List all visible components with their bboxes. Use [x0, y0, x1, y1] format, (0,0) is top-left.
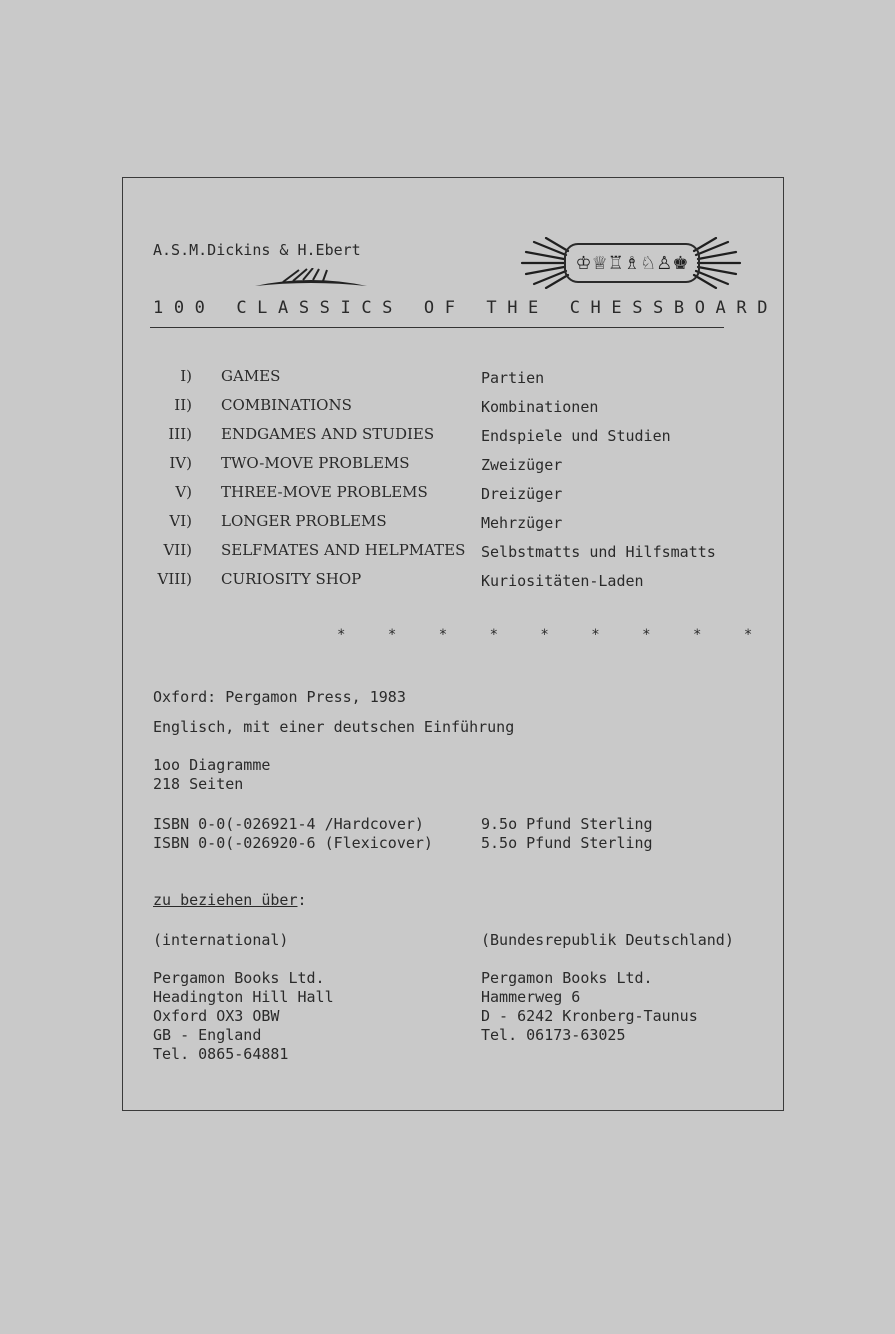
chess-pieces-icon: ♔♕♖♗♘♙♚: [575, 252, 689, 274]
chapter-title-german: Kuriositäten-Laden: [481, 572, 644, 590]
book-title: 100 CLASSICS OF THE CHESSBOARD: [153, 298, 779, 318]
germany-address-line: Tel. 06173-63025: [481, 1026, 626, 1044]
chapter-title-german: Partien: [481, 369, 545, 387]
diagrams-line: 1oo Diagramme: [153, 756, 271, 774]
chapter-title-german: Selbstmatts und Hilfsmatts: [481, 543, 716, 561]
chapter-title-english: GAMES: [221, 367, 281, 385]
logo-frame: [564, 243, 700, 283]
order-heading-colon: :: [297, 891, 307, 909]
chapter-title-english: COMBINATIONS: [221, 396, 352, 414]
international-address-line: Pergamon Books Ltd.: [153, 969, 325, 987]
germany-address-line: Hammerweg 6: [481, 988, 581, 1006]
order-heading-text: zu beziehen über: [153, 891, 298, 909]
chapter-number: II): [174, 396, 192, 414]
pages-line: 218 Seiten: [153, 775, 244, 793]
chapter-title-english: CURIOSITY SHOP: [221, 570, 362, 588]
language-line: Englisch, mit einer deutschen Einführung: [153, 718, 515, 736]
chapter-title-german: Dreizüger: [481, 485, 563, 503]
chapter-title-english: THREE-MOVE PROBLEMS: [221, 483, 428, 501]
international-address-line: Tel. 0865-64881: [153, 1045, 289, 1063]
isbn-hardcover: ISBN 0-0(-026921-4 /Hardcover): [153, 815, 424, 833]
chapter-title-german: Kombinationen: [481, 398, 599, 416]
germany-label: (Bundesrepublik Deutschland): [481, 931, 734, 949]
chapter-title-german: Mehrzüger: [481, 514, 563, 532]
chapter-title-english: SELFMATES AND HELPMATES: [221, 541, 466, 559]
chapter-title-english: LONGER PROBLEMS: [221, 512, 387, 530]
isbn-flexicover: ISBN 0-0(-026920-6 (Flexicover): [153, 834, 433, 852]
price-hardcover: 9.5o Pfund Sterling: [481, 815, 653, 833]
author-line: A.S.M.Dickins & H.Ebert: [153, 241, 361, 259]
chapter-title-english: ENDGAMES AND STUDIES: [221, 425, 435, 443]
chapter-number: VIII): [157, 570, 192, 588]
star-separator: * * * * * * * * *: [337, 627, 770, 643]
order-heading: [153, 891, 307, 909]
international-label: (international): [153, 931, 289, 949]
swoosh-ornament-icon: [253, 268, 369, 290]
chapter-title-german: Zweizüger: [481, 456, 563, 474]
chapter-number: III): [168, 425, 192, 443]
chapter-number: I): [180, 367, 192, 385]
chess-pieces-logo: [520, 237, 742, 289]
international-address-line: Oxford OX3 OBW: [153, 1007, 280, 1025]
chapter-number: VII): [163, 541, 192, 559]
chapter-number: V): [175, 483, 192, 501]
publisher-line: Oxford: Pergamon Press, 1983: [153, 688, 406, 706]
chapter-title-german: Endspiele und Studien: [481, 427, 671, 445]
title-divider: [150, 327, 724, 328]
germany-address-line: Pergamon Books Ltd.: [481, 969, 653, 987]
chapter-title-english: TWO-MOVE PROBLEMS: [221, 454, 410, 472]
international-address-line: GB - England: [153, 1026, 262, 1044]
chapter-number: VI): [169, 512, 192, 530]
price-flexicover: 5.5o Pfund Sterling: [481, 834, 653, 852]
germany-address-line: D - 6242 Kronberg-Taunus: [481, 1007, 698, 1025]
chapter-number: IV): [169, 454, 192, 472]
international-address-line: Headington Hill Hall: [153, 988, 334, 1006]
